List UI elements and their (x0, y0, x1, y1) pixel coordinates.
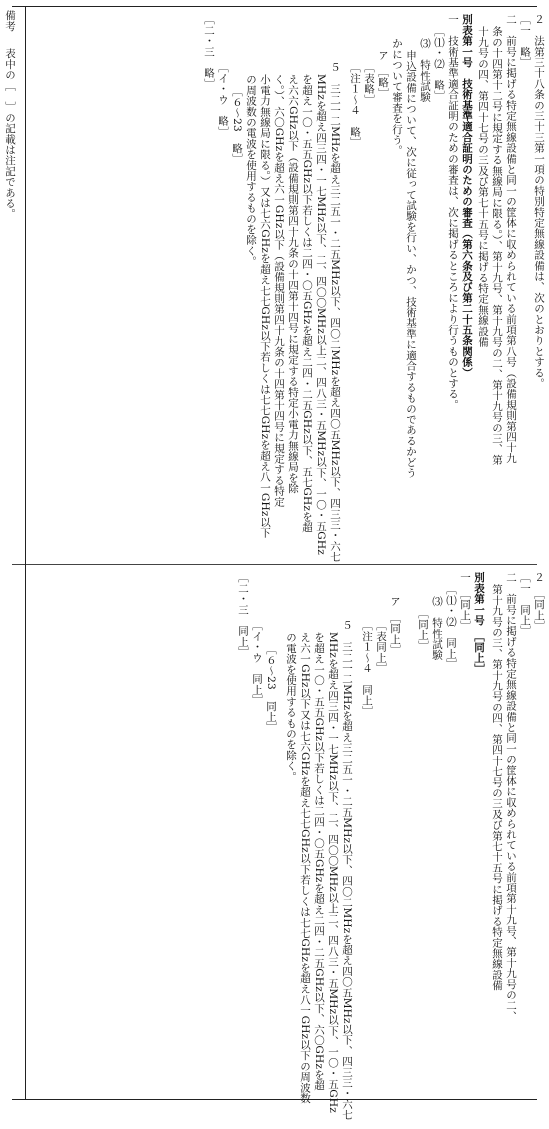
top-line-20: の周波数の電波を使用するものを除く。 (245, 74, 257, 267)
bottom-line-10: ［表同上］ (375, 620, 387, 674)
top-line-22: ［イ・ウ 略］ (217, 62, 229, 137)
bottom-line-5: 一 ［同上］ (459, 572, 471, 631)
bottom-line-12: ５ 三二一二MHzを超え三二五一・二五MHz以下、四〇二MHzを超え四〇五MHz以下、四三三・六七 (341, 620, 353, 1121)
top-line-17: え六六GHz以下（設備規則第四十九条の十四第十四号に規定する特定小電力無線局を除 (287, 74, 299, 494)
bottom-line-0: ２ ［同上］ (533, 572, 545, 631)
bottom-line-14: を超え一〇・五五GHz以下若しくは二四・〇五GHzを超え二四・二五GHz以下、六〇GHzを超 (313, 632, 325, 1091)
note-label: 備考 (4, 10, 16, 32)
top-line-3: 条の十四第十二号に規定する無線局に限る。）、第十九号、第十九号の二、第十九号の三、第 (491, 26, 503, 465)
top-line-7: ［⑴・⑵ 略］ (433, 26, 445, 101)
top-line-8: ⑶ 特性試験 (419, 38, 431, 103)
bottom-line-17: ［６～23 同上］ (265, 644, 277, 733)
top-line-21: ［６～23 略］ (231, 86, 243, 164)
bottom-line-2: 二 前号に掲げる特定無線設備と同一の筐体に収められている前項第十九号、第十九号の二、 (505, 572, 517, 1022)
note-divider (25, 6, 26, 1099)
bottom-line-6: ［⑴・⑵ 同上］ (445, 584, 457, 670)
bottom-line-3: 第十九号の三、第十九号の四、第四十七号の三及び第七十五号に掲げる特定無線設備 (491, 584, 503, 991)
bottom-line-16: の電波を使用するものを除く。 (285, 632, 297, 782)
top-rule (12, 6, 537, 7)
top-line-16: を超え一〇・五五GHz以下若しくは二四・〇五GHzを超え二四・二五GHz以下、五七GHzを超 (301, 74, 313, 533)
bottom-line-11: ［注１～４ 同上］ (361, 620, 373, 717)
bottom-line-1: ［一 同上］ (519, 572, 531, 637)
top-line-9: 申込設備について、次に従って試験を行い、かつ、技術基準に適合するものであるかどう (405, 50, 417, 478)
top-line-23: ［二・三 略］ (203, 14, 215, 89)
top-line-5: 別表第一号 技術基準適合証明のための審査（第六条及び第二十五条関係） (461, 14, 473, 378)
top-line-13: ［注１～４ 略］ (349, 62, 361, 148)
bottom-line-4: 別表第一号 ［同上］ (473, 572, 485, 674)
top-line-12: ［表略］ (363, 62, 375, 105)
bottom-line-7: ⑶ 特性試験 (431, 596, 443, 661)
top-line-19: 小電力無線局に限る。）又は七六GHzを超え七七GHz以下若しくは七七GHzを超え八一GHz以下 (259, 74, 271, 538)
middle-rule (12, 564, 537, 565)
bottom-line-15: え六一GHz以下又は七六GHzを超え七七GHz以下若しくは七七GHzを超え八一GHz以下の周波数 (299, 632, 311, 1104)
top-line-0: ２ 法第三十八条の三十三第一項の特別特定無線設備は、次のとおりとする。 (533, 14, 545, 389)
bottom-rule (12, 1099, 537, 1100)
top-line-4: 十九号の四、第四十七号の三及び第七十五号に掲げる特定無線設備 (477, 26, 489, 347)
bottom-line-9: ア ［同上］ (389, 596, 401, 655)
note-body: 表中の［ ］の記載は注記である。 (4, 48, 16, 220)
top-line-6: 一 技術基準適合証明のための審査は、次に掲げるところにより行うものとする。 (447, 14, 459, 410)
top-line-10: かについて審査を行う。 (391, 38, 403, 156)
bottom-line-18: ［イ・ウ 同上］ (251, 620, 263, 706)
bottom-line-13: MHzを超え四三四・一七MHz以下、二、四〇〇MHz以上二、四八三・五MHz以下、一〇・五GHz (327, 632, 339, 1113)
top-line-1: ［一 略］ (519, 14, 531, 68)
top-line-2: 二 前号に掲げる特定無線設備と同一の筐体に収められている前項第八号（設備規則第四十九 (505, 14, 517, 464)
bottom-line-19: ［二・三 同上］ (237, 572, 249, 658)
bottom-line-8: ［同上］ (417, 608, 429, 651)
top-line-11: ア ［略］ (377, 50, 389, 99)
top-line-14: ５ 三二一二MHzを超え三二五一・二五MHz以下、四〇二MHzを超え四〇五MHz以下、四三三・六七 (329, 62, 341, 563)
top-line-18: く。）、六〇GHzを超え六一GHz以下（設備規則第四十九条の十四第十四号に規定する特定 (273, 74, 285, 507)
top-line-15: MHzを超え四三四・一七MHz以下、二、四〇〇MHz以上二、四八三・五MHz以下、一〇・五GHz (315, 74, 327, 555)
